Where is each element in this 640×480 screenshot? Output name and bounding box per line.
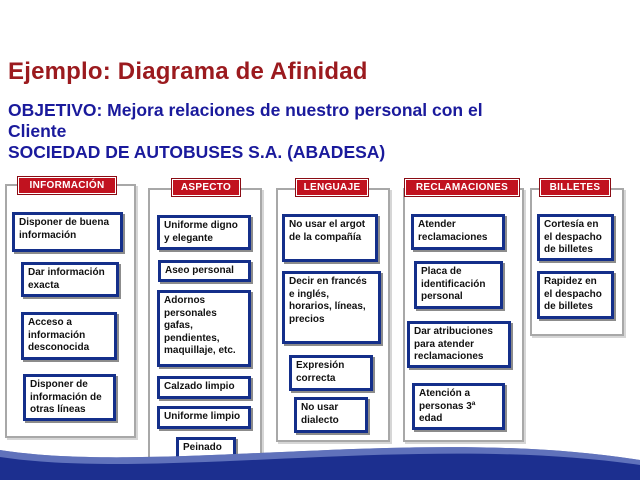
subtitle-block bbox=[8, 100, 628, 163]
card-aspecto-6: Peinado bbox=[176, 437, 236, 460]
card-aspecto-1: Uniforme digno y elegante bbox=[157, 215, 251, 250]
objective-line-2: Cliente bbox=[8, 121, 67, 141]
bottom-wave-decoration bbox=[0, 425, 640, 480]
card-lenguaje-2: Decir en francés e inglés, horarios, líneas, precios bbox=[282, 271, 381, 344]
card-billetes-1: Cortesía en el despacho de billetes bbox=[537, 214, 614, 261]
card-lenguaje-1: No usar el argot de la compañía bbox=[282, 214, 378, 262]
diagram-title: Ejemplo: Diagrama de Afinidad bbox=[8, 58, 368, 85]
card-reclamaciones-4: Atención a personas 3ª edad bbox=[412, 383, 505, 430]
card-billetes-2: Rapidez en el despacho de billetes bbox=[537, 271, 614, 319]
header-informacion: INFORMACIÓN bbox=[18, 177, 116, 194]
header-aspecto: ASPECTO bbox=[172, 179, 240, 196]
card-informacion-4: Disponer de información de otras líneas bbox=[23, 374, 116, 421]
card-lenguaje-3: Expresión correcta bbox=[289, 355, 373, 391]
card-informacion-1: Disponer de buena información bbox=[12, 212, 123, 252]
header-billetes: BILLETES bbox=[540, 179, 610, 196]
card-reclamaciones-1: Atender reclamaciones bbox=[411, 214, 505, 250]
card-aspecto-2: Aseo personal bbox=[158, 260, 251, 282]
card-informacion-2: Dar información exacta bbox=[21, 262, 119, 297]
card-reclamaciones-3: Dar atribuciones para atender reclamaciones bbox=[407, 321, 511, 368]
company-line: SOCIEDAD DE AUTOBUSES S.A. (ABADESA) bbox=[8, 142, 386, 162]
card-informacion-3: Acceso a información desconocida bbox=[21, 312, 117, 360]
card-aspecto-3: Adornos personales gafas, pendientes, maquillaje, etc. bbox=[157, 290, 251, 367]
card-aspecto-5: Uniforme limpio bbox=[157, 406, 251, 429]
objective-line-1: OBJETIVO: Mejora relaciones de nuestro personal con el bbox=[8, 100, 483, 120]
header-lenguaje: LENGUAJE bbox=[296, 179, 368, 196]
card-reclamaciones-2: Placa de identificación personal bbox=[414, 261, 503, 309]
card-lenguaje-4: No usar dialecto bbox=[294, 397, 368, 433]
card-aspecto-4: Calzado limpio bbox=[157, 376, 251, 399]
top-band bbox=[0, 0, 640, 40]
header-reclamaciones: RECLAMACIONES bbox=[405, 179, 519, 196]
